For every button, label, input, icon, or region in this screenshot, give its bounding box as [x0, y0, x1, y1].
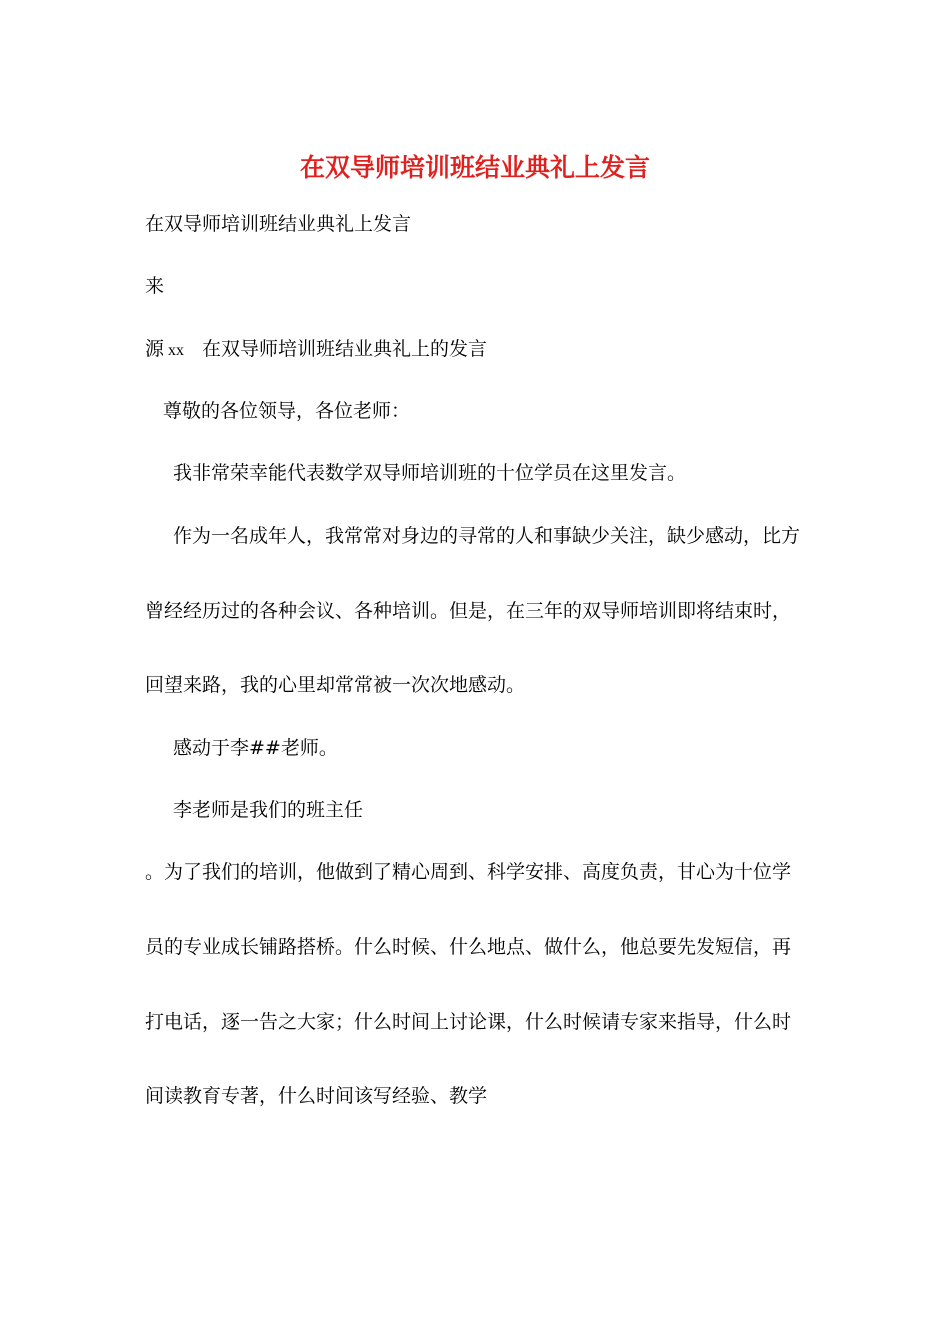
paragraph-line: 感动于李##老师。	[173, 737, 338, 759]
paragraph-line: 打电话，逐一告之大家；什么时间上讨论课，什么时候请专家来指导，什么时	[145, 1011, 792, 1033]
paragraph-line: 我非常荣幸能代表数学双导师培训班的十位学员在这里发言。	[173, 462, 687, 484]
source-line-2	[145, 336, 487, 364]
paragraph-line: 作为一名成年人，我常常对身边的寻常的人和事缺少关注，缺少感动，比方	[173, 525, 801, 547]
paragraph-line: 。为了我们的培训，他做到了精心周到、科学安排、高度负责，甘心为十位学	[145, 861, 792, 883]
paragraph-line: 曾经经历过的各种会议、各种培训。但是，在三年的双导师培训即将结束时，	[145, 600, 792, 622]
source-prefix: 源	[145, 338, 165, 360]
source-tag: xx	[168, 342, 185, 359]
document-subtitle: 在双导师培训班结业典礼上发言	[145, 213, 412, 235]
paragraph-line: 李老师是我们的班主任	[173, 799, 364, 821]
paragraph-line: 员的专业成长铺路搭桥。什么时候、什么地点、做什么，他总要先发短信，再	[145, 936, 792, 958]
document-title: 在双导师培训班结业典礼上发言	[299, 153, 650, 182]
paragraph-line: 回望来路，我的心里却常常被一次次地感动。	[145, 674, 526, 696]
salutation: 尊敬的各位领导，各位老师：	[163, 400, 411, 422]
source-line-1: 来	[145, 275, 165, 297]
source-rest: 在双导师培训班结业典礼上的发言	[202, 338, 488, 360]
paragraph-line: 间读教育专著，什么时间该写经验、教学	[145, 1085, 488, 1107]
